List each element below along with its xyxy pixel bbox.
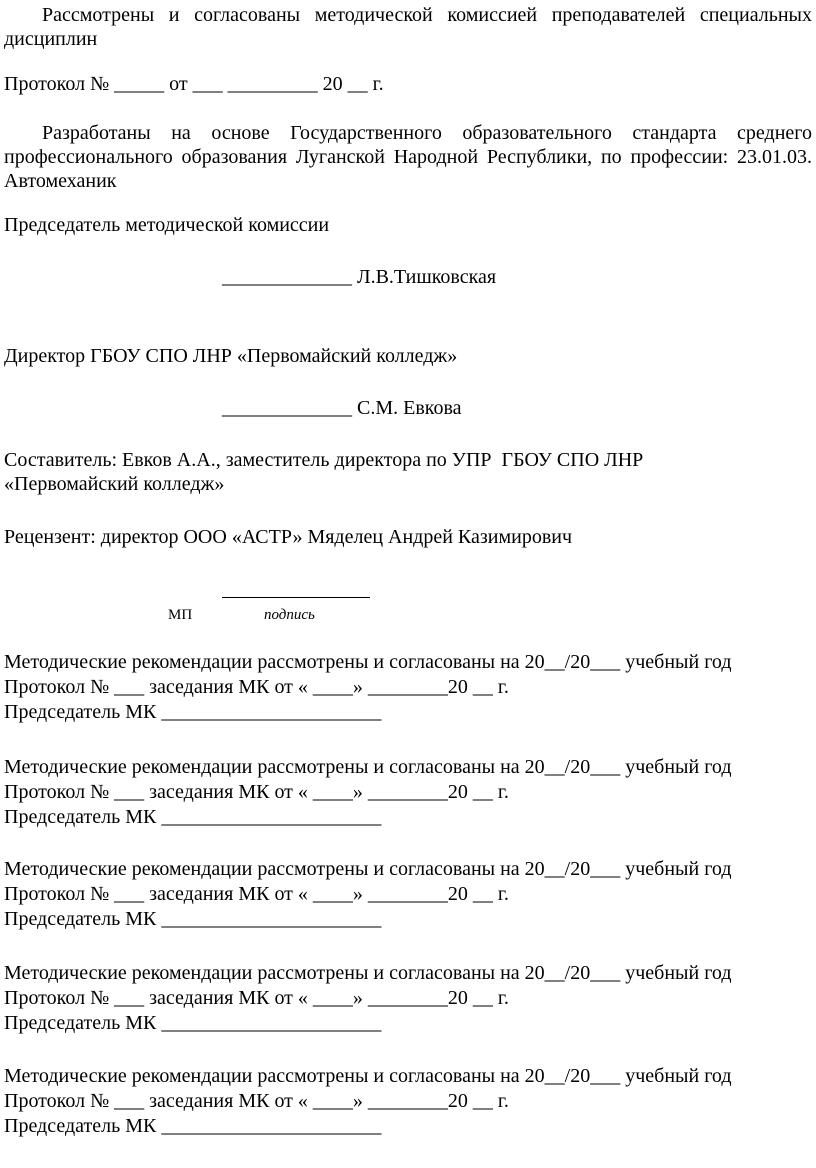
review-block-line-1: Методические рекомендации рассмотрены и согласованы на 20__/20___ учебный год: [4, 651, 732, 673]
review-block-line-2: Протокол № ___ заседания МК от « ____» ________20 __ г.: [4, 883, 509, 905]
review-block-line-2: Протокол № ___ заседания МК от « ____» ________20 __ г.: [4, 781, 509, 803]
review-block-line-1: Методические рекомендации рассмотрены и согласованы на 20__/20___ учебный год: [4, 1065, 732, 1087]
review-block-line-3: Председатель МК ______________________: [4, 1115, 382, 1137]
stamp-mp-label: МП: [168, 607, 193, 623]
review-block-line-3: Председатель МК ______________________: [4, 701, 382, 723]
commission-chair-signature: _____________ Л.В.Тишковская: [222, 266, 497, 288]
author-line-1: Составитель: Евков А.А., заместитель директора по УПР ГБОУ СПО ЛНР: [4, 449, 644, 471]
review-block-line-3: Председатель МК ______________________: [4, 1012, 382, 1034]
approval-text: Рассмотрены и согласованы методической комиссией преподавателей специальных дисциплин: [4, 4, 812, 50]
review-block-line-2: Протокол № ___ заседания МК от « ____» ________20 __ г.: [4, 1090, 509, 1112]
director-title: Директор ГБОУ СПО ЛНР «Первомайский колледж»: [4, 345, 458, 367]
director-signature: _____________ С.М. Евкова: [222, 397, 462, 419]
review-block-line-1: Методические рекомендации рассмотрены и согласованы на 20__/20___ учебный год: [4, 962, 732, 984]
reviewer-text: Рецензент: директор ООО «АСТР» Мяделец Андрей Казимирович: [4, 526, 573, 548]
review-block-line-1: Методические рекомендации рассмотрены и согласованы на 20__/20___ учебный год: [4, 858, 732, 880]
review-block-line-2: Протокол № ___ заседания МК от « ____» ________20 __ г.: [4, 676, 509, 698]
review-block-line-3: Председатель МК ______________________: [4, 806, 382, 828]
standard-basis-text: Разработаны на основе Государственного образовательного стандарта среднего профессионального образования Луганской Народной Республики, по профессии: 23.01.03. Автомеханик: [4, 122, 812, 192]
reviewer-signature-line: [222, 597, 370, 598]
review-block-line-1: Методические рекомендации рассмотрены и согласованы на 20__/20___ учебный год: [4, 756, 732, 778]
signature-caption: подпись: [264, 607, 315, 623]
author-line-2: «Первомайский колледж»: [4, 473, 225, 495]
review-block-line-3: Председатель МК ______________________: [4, 908, 382, 930]
commission-chair-title: Председатель методической комиссии: [4, 214, 330, 236]
review-block-line-2: Протокол № ___ заседания МК от « ____» ________20 __ г.: [4, 987, 509, 1009]
approval-protocol: Протокол № _____ от ___ _________ 20 __ г.: [4, 73, 384, 95]
